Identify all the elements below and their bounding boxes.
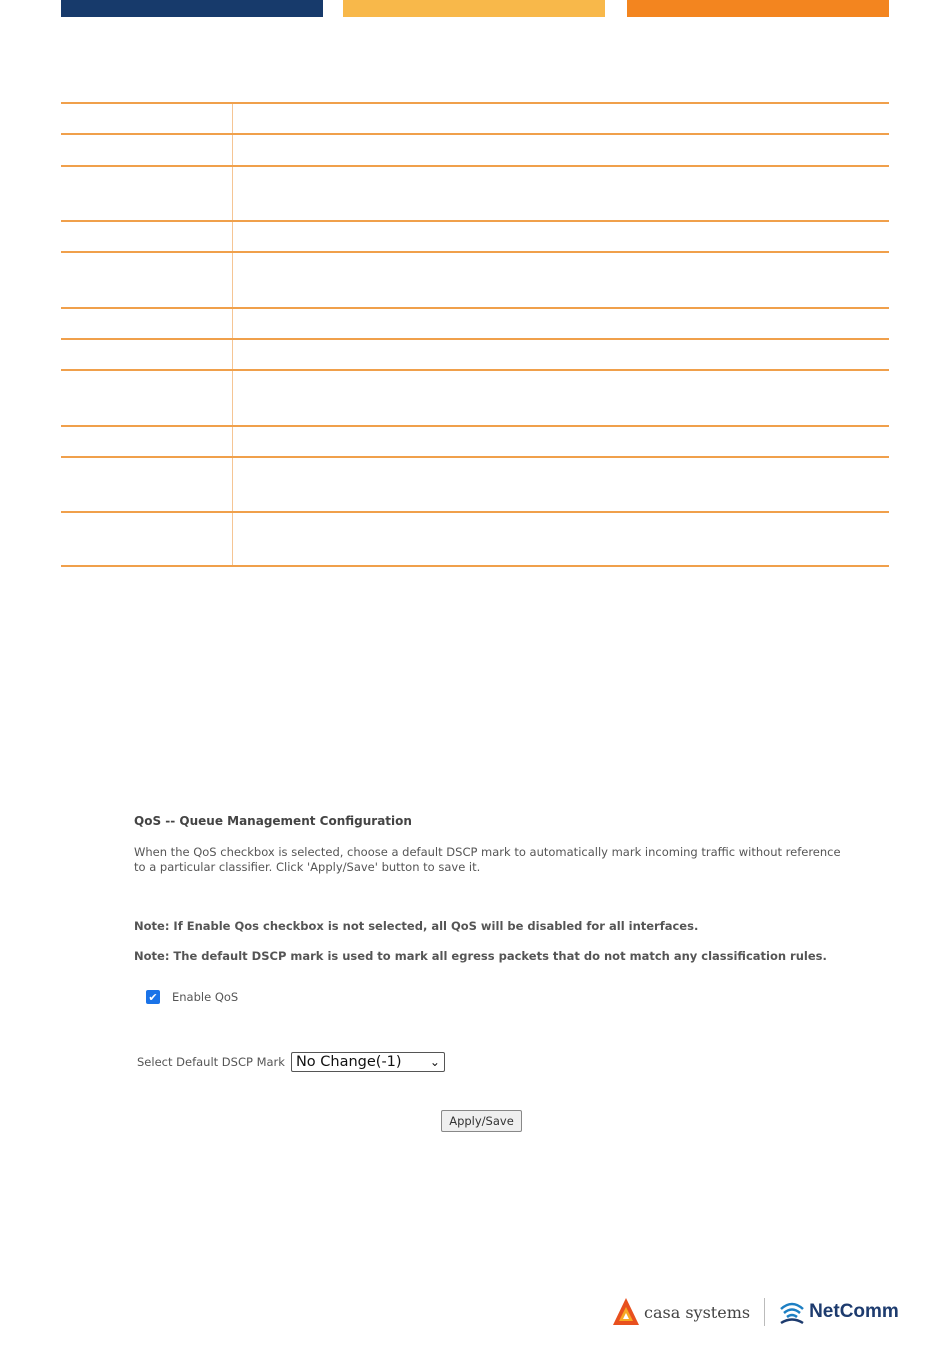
table-cell bbox=[233, 371, 889, 425]
description-line: When the QoS checkbox is selected, choose a default DSCP mark to automatically mark incoming traffic without reference bbox=[134, 845, 841, 859]
enable-qos-row bbox=[146, 990, 238, 1004]
table-row bbox=[61, 307, 889, 338]
table-row bbox=[61, 251, 889, 307]
dscp-row bbox=[137, 1052, 445, 1072]
table-row bbox=[61, 165, 889, 220]
casa-systems-logo-text: casa systems bbox=[644, 1302, 751, 1322]
apply-save-button[interactable]: Apply/Save bbox=[441, 1110, 522, 1132]
note-enable-qos: Note: If Enable Qos checkbox is not selected, all QoS will be disabled for all interfaces. bbox=[134, 919, 699, 933]
table-cell bbox=[233, 222, 889, 251]
description-line: to a particular classifier. Click 'Apply/Save' button to save it. bbox=[134, 860, 481, 874]
table-row bbox=[61, 511, 889, 567]
table-cell bbox=[61, 371, 233, 425]
footer-logos bbox=[612, 1294, 899, 1330]
casa-logo-icon bbox=[612, 1297, 640, 1327]
header-bar-blue bbox=[61, 0, 323, 17]
dscp-select[interactable] bbox=[291, 1052, 445, 1072]
enable-qos-checkbox[interactable] bbox=[146, 990, 160, 1004]
description bbox=[134, 845, 841, 875]
table-cell bbox=[61, 222, 233, 251]
wifi-logo-icon bbox=[779, 1299, 805, 1325]
dscp-label: Select Default DSCP Mark bbox=[137, 1055, 285, 1069]
enable-qos-label: Enable QoS bbox=[172, 990, 239, 1004]
note-default-dscp: Note: The default DSCP mark is used to mark all egress packets that do not match any classification rules. bbox=[134, 949, 827, 963]
dscp-select-value: No Change(-1) bbox=[295, 1054, 402, 1070]
header-bar-yellow bbox=[343, 0, 605, 17]
table-cell bbox=[61, 427, 233, 456]
table-row bbox=[61, 220, 889, 251]
table-row bbox=[61, 102, 889, 133]
table-cell bbox=[233, 135, 889, 165]
table-cell bbox=[233, 104, 889, 133]
table-cell bbox=[61, 513, 233, 565]
table-cell bbox=[233, 167, 889, 220]
netcomm-logo-text: NetComm bbox=[809, 1301, 899, 1322]
table-row bbox=[61, 425, 889, 456]
table-cell bbox=[233, 253, 889, 307]
table-row bbox=[61, 133, 889, 165]
table-cell bbox=[61, 104, 233, 133]
table-cell bbox=[61, 253, 233, 307]
table-cell bbox=[61, 135, 233, 165]
table-cell bbox=[233, 513, 889, 565]
table-cell bbox=[61, 340, 233, 369]
chevron-down-icon: ⌄ bbox=[429, 1055, 440, 1069]
logo-divider bbox=[764, 1298, 765, 1326]
table-row bbox=[61, 338, 889, 369]
table-cell bbox=[233, 458, 889, 511]
table-cell bbox=[233, 309, 889, 338]
table-row bbox=[61, 456, 889, 511]
table-cell bbox=[233, 427, 889, 456]
table-cell bbox=[61, 167, 233, 220]
table-cell bbox=[61, 458, 233, 511]
parameter-table bbox=[61, 102, 889, 567]
header-bar-orange bbox=[627, 0, 889, 17]
checkmark-icon: ✔ bbox=[148, 990, 158, 1004]
table-cell bbox=[61, 309, 233, 338]
table-row bbox=[61, 369, 889, 425]
table-cell bbox=[233, 340, 889, 369]
page-title: QoS -- Queue Management Configuration bbox=[134, 814, 412, 828]
